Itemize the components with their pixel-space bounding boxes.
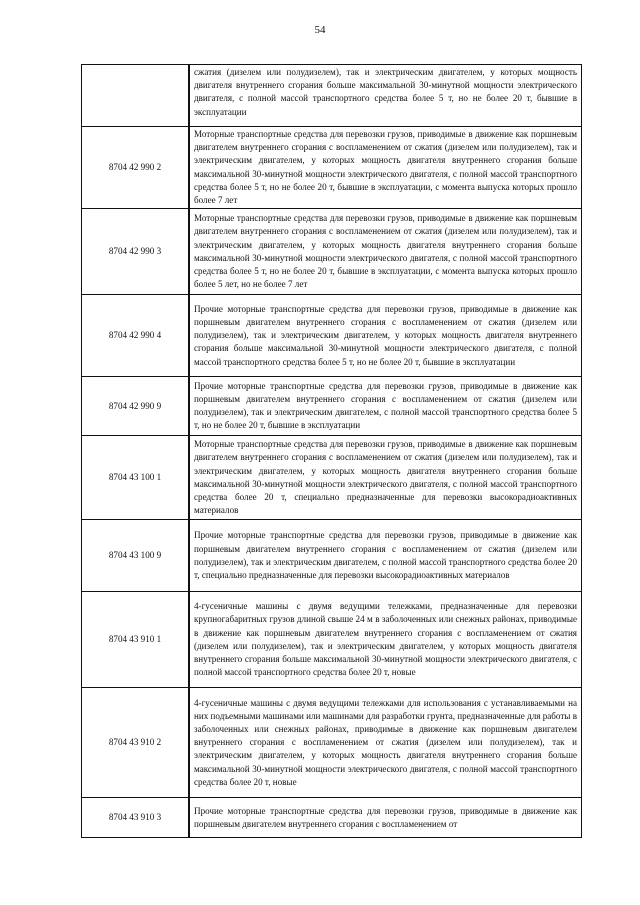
description-cell: Моторные транспортные средства для перевозки грузов, приводимые в движение как поршневым двигателем внутреннего сгорания с воспламенением от сжатия (дизелем или полудизелем), так и электрическим двигателем, у которых мощность двигателя внутреннего сгорания больше максимальной 30-минутной мощности электрического двигателя, с полной массой транспортного средства более 5 т, но не более 20 т, бывшие в эксплуатации, с момента выпуска которых прошло более 5 лет, но не более 7 лет — [189, 209, 582, 295]
code-cell: 8704 43 100 1 — [82, 436, 190, 520]
table-row — [82, 688, 582, 798]
code-cell: 8704 43 100 9 — [82, 520, 190, 592]
table-row — [82, 798, 582, 838]
code-cell: 8704 42 990 3 — [82, 209, 190, 295]
page-number: 54 — [314, 24, 326, 36]
code-cell: 8704 42 990 9 — [82, 377, 190, 436]
tariff-code-table — [81, 64, 582, 838]
table-row — [82, 127, 582, 209]
code-cell: 8704 43 910 2 — [82, 688, 190, 798]
code-cell — [82, 65, 190, 127]
code-cell: 8704 43 910 3 — [82, 798, 190, 838]
description-cell: сжатия (дизелем или полудизелем), так и электрическим двигателем, у которых мощность двигателя внутреннего сгорания больше максимальной 30-минутной мощности электрического двигателя, с полной массой транспортного средства более 5 т, но не более 20 т, бывшие в эксплуатации — [189, 65, 582, 127]
description-cell: Моторные транспортные средства для перевозки грузов, приводимые в движение как поршневым двигателем внутреннего сгорания с воспламенением от сжатия (дизелем или полудизелем), так и электрическим двигателем, у которых мощность двигателя внутреннего сгорания больше максимальной 30-минутной мощности электрического двигателя, с полной массой транспортного средства более 5 т, но не более 20 т, бывшие в эксплуатации, с момента выпуска которых прошло более 7 лет — [189, 127, 582, 209]
description-cell: 4-гусеничные машины с двумя ведущими тележками для использования с устанавливаемыми на них подъемными машинами или машинами для разработки грунта, предназначенные для работы в заболоченных или снежных районах, приводимые в движение как поршневым двигателем внутреннего сгорания с воспламенением от сжатия (дизелем или полудизелем), так и электрическим двигателем, у которых мощность двигателя внутреннего сгорания больше максимальной 30-минутной мощности электрического двигателя, с полной массой транспортного средства более 20 т, новые — [189, 688, 582, 798]
description-cell: 4-гусеничные машины с двумя ведущими тележками, предназначенные для перевозки крупногабаритных грузов длиной свыше 24 м в заболоченных или снежных районах, приводимые в движение как поршневым двигателем внутреннего сгорания с воспламенением от сжатия (дизелем или полудизелем), так и электрическим двигателем, у которых мощность двигателя внутреннего сгорания больше максимальной 30-минутной мощности электрического двигателя, с полной массой транспортного средства более 20 т, новые — [189, 592, 582, 688]
table-row — [82, 520, 582, 592]
table-row — [82, 295, 582, 377]
description-cell: Моторные транспортные средства для перевозки грузов, приводимые в движение как поршневым двигателем внутреннего сгорания с воспламенением от сжатия (дизелем или полудизелем), так и электрическим двигателем, у которых мощность двигателя внутреннего сгорания больше максимальной 30-минутной мощности электрического двигателя, с полной массой транспортного средства более 20 т, специально предназначенные для перевозки высокорадиоактивных материалов — [189, 436, 582, 520]
code-cell: 8704 42 990 2 — [82, 127, 190, 209]
table-row — [82, 592, 582, 688]
code-cell: 8704 42 990 4 — [82, 295, 190, 377]
code-cell: 8704 43 910 1 — [82, 592, 190, 688]
description-cell: Прочие моторные транспортные средства для перевозки грузов, приводимые в движение как поршневым двигателем внутреннего сгорания с воспламенением от сжатия (дизелем или полудизелем), так и электрическим двигателем, с полной массой транспортного средства более 5 т, но не более 20 т, бывшие в эксплуатации — [189, 377, 582, 436]
table-row — [82, 436, 582, 520]
description-cell: Прочие моторные транспортные средства для перевозки грузов, приводимые в движение как поршневым двигателем внутреннего сгорания с воспламенением от — [189, 798, 582, 838]
description-cell: Прочие моторные транспортные средства для перевозки грузов, приводимые в движение как поршневым двигателем внутреннего сгорания с воспламенением от сжатия (дизелем или полудизелем), так и электрическим двигателем, у которых мощность двигателя внутреннего сгорания больше максимальной 30-минутной мощности электрического двигателя, с полной массой транспортного средства более 5 т, но не более 20 т, бывшие в эксплуатации — [189, 295, 582, 377]
table-row — [82, 209, 582, 295]
description-cell: Прочие моторные транспортные средства для перевозки грузов, приводимые в движение как поршневым двигателем внутреннего сгорания с воспламенением от сжатия (дизелем или полудизелем), так и электрическим двигателем, с полной массой транспортного средства более 20 т, специально предназначенные для перевозки высокорадиоактивных материалов — [189, 520, 582, 592]
table-row — [82, 377, 582, 436]
table-row — [82, 65, 582, 127]
